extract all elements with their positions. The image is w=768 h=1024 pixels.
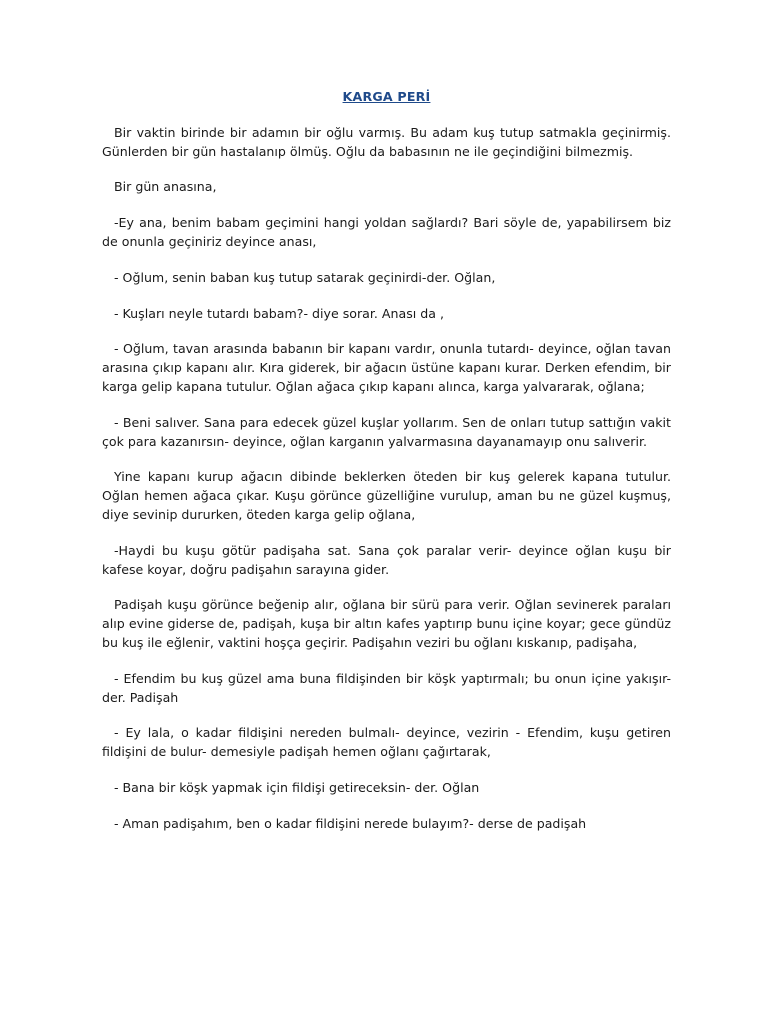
paragraph: Bir gün anasına, [114, 179, 217, 195]
document-title: KARGA PERİ [342, 89, 431, 104]
paragraph: - Oğlum, tavan arasında babanın bir kapanı vardır, onunla tutardı- deyince, oğlan tavan arasına çıkıp kapanı alır. Kıra giderek, bir ağacın üstüne kapanı kurar. Derken efendim, bir karga gelip kapana tutulur. Oğlan ağaca çıkıp kapanı alınca, karga yalvararak, oğlana; [102, 341, 671, 394]
paragraph: Yine kapanı kurup ağacın dibinde beklerken öteden bir kuş gelerek kapana tutulur. Oğlan hemen ağaca çıkar. Kuşu görünce güzelliğine vurulup, aman bu ne güzel kuşmuş, diye sevinip dururken, öteden karga gelip oğlana, [102, 469, 671, 522]
paragraph: - Bana bir köşk yapmak için fildişi getireceksin- der. Oğlan [114, 779, 480, 795]
paragraph: -Haydi bu kuşu götür padişaha sat. Sana çok paralar verir- deyince oğlan kuşu bir kafese koyar, doğru padişahın sarayına gider. [102, 542, 671, 577]
paragraph: - Efendim bu kuş güzel ama buna fildişinden bir köşk yaptırmalı; bu onun içine yakışır- der. Padişah [102, 670, 671, 705]
paragraph: - Oğlum, senin baban kuş tutup satarak geçinirdi-der. Oğlan, [114, 269, 496, 285]
paragraph: - Kuşları neyle tutardı babam?- diye sorar. Anası da , [114, 305, 444, 321]
document-page [102, 88, 671, 834]
paragraph: - Beni salıver. Sana para edecek güzel kuşlar yollarım. Sen de onları tutup sattığın vakit çok para kazanırsın- deyince, oğlan karganın yalvarmasına dayanamayıp onu salıverir. [102, 414, 671, 449]
paragraph: Padişah kuşu görünce beğenip alır, oğlana bir sürü para verir. Oğlan sevinerek paraları alıp evine giderse de, padişah, kuşa bir altın kafes yaptırıp bunu içine koyar; gece gündüz bu kuş ile eğlenir, vaktini hoşça geçirir. Padişahın veziri bu oğlanı kıskanıp, padişaha, [102, 597, 671, 650]
paragraph: Bir vaktin birinde bir adamın bir oğlu varmış. Bu adam kuş tutup satmakla geçinirmiş. Günlerden bir gün hastalanıp ölmüş. Oğlu da babasının ne ile geçindiğini bilmezmiş. [102, 124, 671, 159]
paragraph: -Ey ana, benim babam geçimini hangi yoldan sağlardı? Bari söyle de, yapabilirsem biz de onunla geçiniriz deyince anası, [102, 215, 671, 249]
paragraph: - Ey lala, o kadar fildişini nereden bulmalı- deyince, vezirin - Efendim, kuşu getiren fildişini de bulur- demesiyle padişah hemen oğlanı çağırtarak, [102, 725, 671, 760]
paragraph: - Aman padişahım, ben o kadar fildişini nerede bulayım?- derse de padişah [114, 815, 587, 831]
